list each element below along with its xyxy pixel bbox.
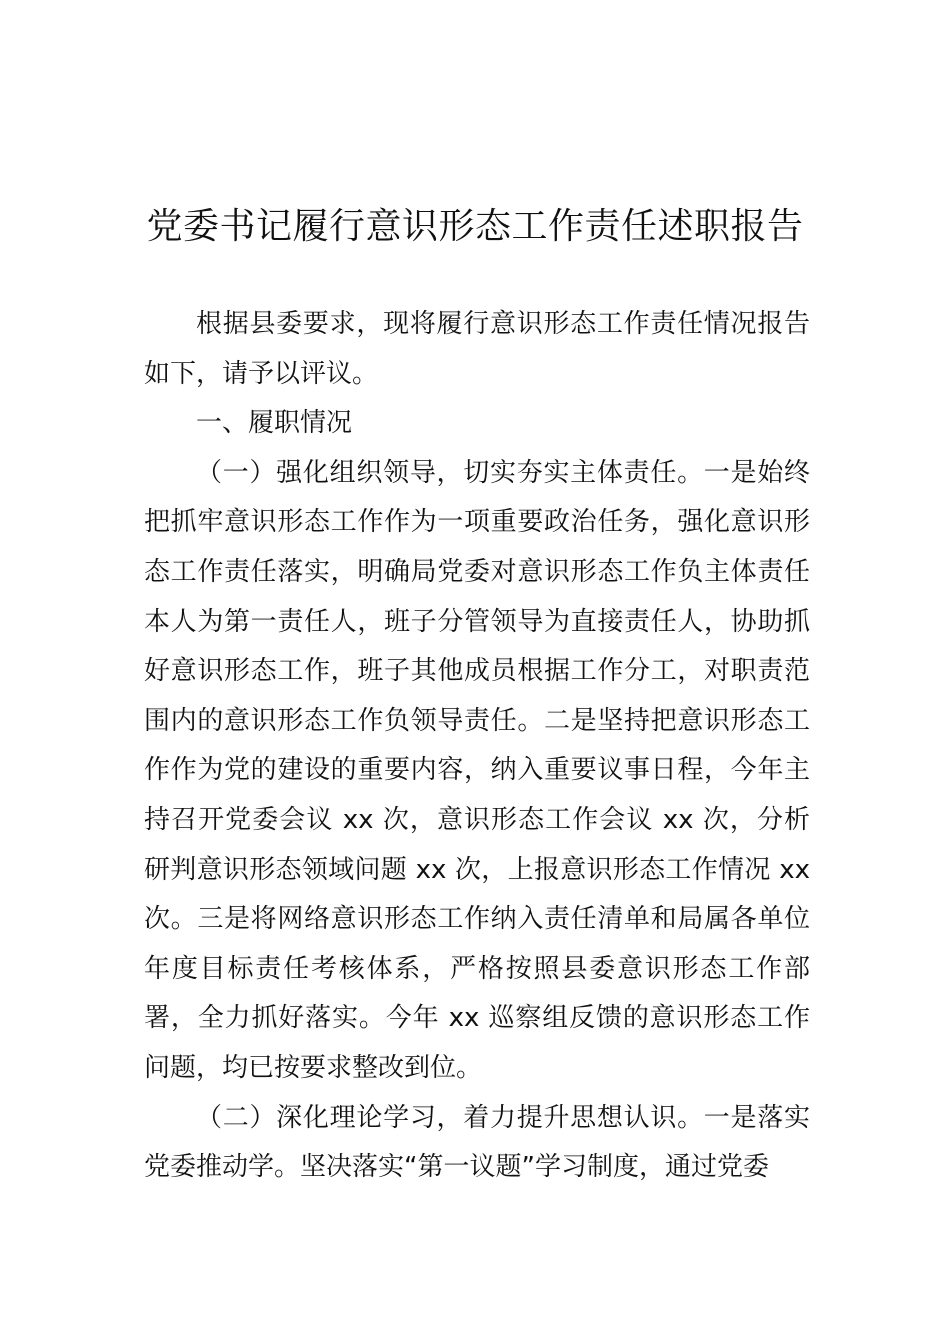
document-body bbox=[144, 300, 810, 1193]
intro-paragraph: 根据县委要求，现将履行意识形态工作责任情况报告如下，请予以评议。 bbox=[144, 309, 810, 389]
document-title: 党委书记履行意识形态工作责任述职报告 bbox=[146, 206, 804, 247]
body-paragraph: （一）强化组织领导，切实夯实主体责任。一是始终把抓牢意识形态工作作为一项重要政治任务，强化意识形态工作责任落实，明确局党委对意识形态工作负主体责任本人为第一责任人，班子分管领导为直接责任人，协助抓好意识形态工作，班子其他成员根据工作分工，对职责范围内的意识形态工作负领导责任。二是坚持把意识形态工作作为党的建设的重要内容，纳入重要议事日程，今年主持召开党委会议 xx 次，意识形态工作会议 xx 次，分析研判意识形态领域问题 xx 次，上报意识形态工作情况 xx 次。三是将网络意识形态工作纳入责任清单和局属各单位年度目标责任考核体系，严格按照县委意识形态工作部署，全力抓好落实。今年 xx 巡察组反馈的意识形态工作问题，均已按要求整改到位。 bbox=[144, 457, 810, 1083]
body-paragraph: （二）深化理论学习，着力提升思想认识。一是落实党委推动学。坚决落实“第一议题”学习制度，通过党委 bbox=[144, 1102, 810, 1183]
section-heading: 一、履职情况 bbox=[196, 408, 353, 439]
